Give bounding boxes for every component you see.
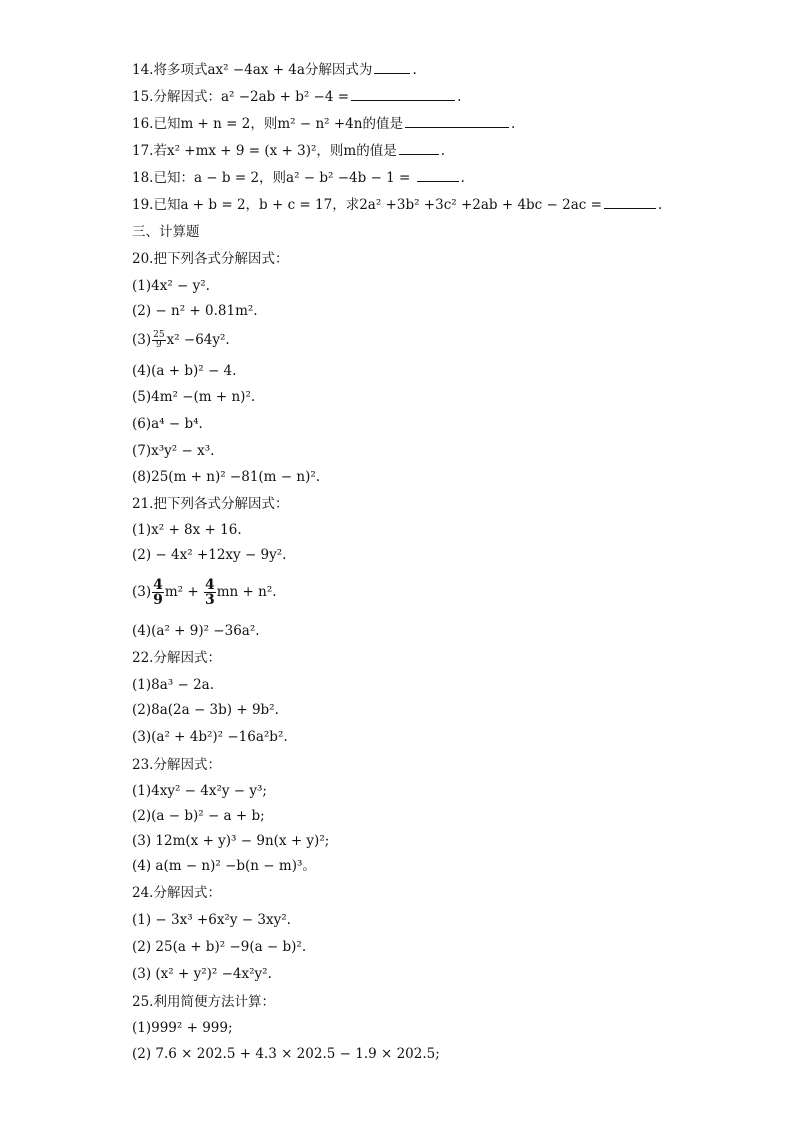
sub-question: (1)8a³ − 2a.	[132, 677, 214, 693]
sub-question: (2)8a(2a − 3b) + 9b².	[132, 702, 279, 718]
question-22: 22.分解因式：	[132, 650, 221, 666]
question-text: 14.将多项式ax² −4ax + 4a分解因式为	[132, 62, 373, 78]
answer-blank[interactable]	[405, 115, 509, 128]
sub-question: (4) a(m − n)² −b(n − m)³。	[132, 858, 316, 874]
question-15: 15.分解因式：a² −2ab + b² −4 = .	[132, 89, 462, 105]
sub-question: (8)25(m + n)² −81(m − n)².	[132, 469, 321, 485]
question-text: 16.已知m + n = 2，则m² − n² +4n的值是	[132, 116, 403, 132]
sub-question: (1) − 3x³ +6x²y − 3xy².	[132, 912, 291, 928]
sub-question: (1)4xy² − 4x²y − y³;	[132, 783, 267, 799]
sub-question: (5)4m² −(m + n)².	[132, 389, 256, 405]
question-text: 18.已知：a − b = 2，则a² − b² −4b − 1 =	[132, 170, 415, 186]
answer-blank[interactable]	[374, 61, 410, 74]
sub-question: (3)(a² + 4b²)² −16a²b².	[132, 729, 288, 745]
question-16: 16.已知m + n = 2，则m² − n² +4n的值是 .	[132, 116, 516, 132]
fraction: $\frac{4}{3}$	[204, 577, 215, 608]
answer-blank[interactable]	[351, 88, 455, 101]
sub-question: (4)(a + b)² − 4.	[132, 363, 237, 379]
answer-blank[interactable]	[604, 196, 656, 209]
answer-blank[interactable]	[399, 142, 439, 155]
sub-question: (2) 7.6 × 202.5 + 4.3 × 202.5 − 1.9 × 202.5;	[132, 1046, 440, 1062]
sub-question: (3) 12m(x + y)³ − 9n(x + y)²;	[132, 833, 330, 849]
fraction: $\frac{25}{9}$	[153, 330, 165, 350]
sub-question: (3) (x² + y²)² −4x²y².	[132, 966, 272, 982]
sub-question: (6)a⁴ − b⁴.	[132, 416, 203, 432]
sub-question: (2)(a − b)² − a + b;	[132, 808, 265, 824]
sub-question: (4)(a² + 9)² −36a².	[132, 623, 260, 639]
question-18: 18.已知：a − b = 2，则a² − b² −4b − 1 = .	[132, 170, 465, 186]
sub-question: (2) 25(a + b)² −9(a − b)².	[132, 939, 307, 955]
sub-question: (1)x² + 8x + 16.	[132, 522, 242, 538]
sub-question: (3) $\frac{4}{9}$ m² + $\frac{4}{3}$ mn + n².	[132, 577, 277, 608]
sub-question: (2) − n² + 0.81m².	[132, 303, 258, 319]
sub-question: (7)x³y² − x³.	[132, 443, 215, 459]
sub-question: (2) − 4x² +12xy − 9y².	[132, 547, 287, 563]
question-25: 25.利用简便方法计算：	[132, 994, 275, 1010]
question-19: 19.已知a + b = 2，b + c = 17，求2a² +3b² +3c² +2ab + 4bc − 2ac = .	[132, 197, 663, 213]
question-text: 19.已知a + b = 2，b + c = 17，求2a² +3b² +3c² +2ab + 4bc − 2ac =	[132, 197, 602, 213]
sub-question: (1)999² + 999;	[132, 1020, 233, 1036]
sub-question: (1)4x² − y².	[132, 278, 210, 294]
sub-question: (3) $\frac{25}{9}$ x² −64y².	[132, 330, 230, 350]
question-text: 15.分解因式：a² −2ab + b² −4 =	[132, 89, 350, 105]
fraction: $\frac{4}{9}$	[153, 577, 163, 608]
section-heading-calculation: 三、计算题	[132, 224, 200, 240]
question-17: 17.若x² +mx + 9 = (x + 3)²，则m的值是 .	[132, 143, 446, 159]
answer-blank[interactable]	[417, 169, 459, 182]
question-text: 17.若x² +mx + 9 = (x + 3)²，则m的值是	[132, 143, 397, 159]
question-20: 20.把下列各式分解因式：	[132, 251, 289, 267]
question-14: 14.将多项式ax² −4ax + 4a分解因式为 .	[132, 62, 417, 78]
question-21: 21.把下列各式分解因式：	[132, 496, 289, 512]
question-24: 24.分解因式：	[132, 885, 221, 901]
question-23: 23.分解因式：	[132, 757, 221, 773]
